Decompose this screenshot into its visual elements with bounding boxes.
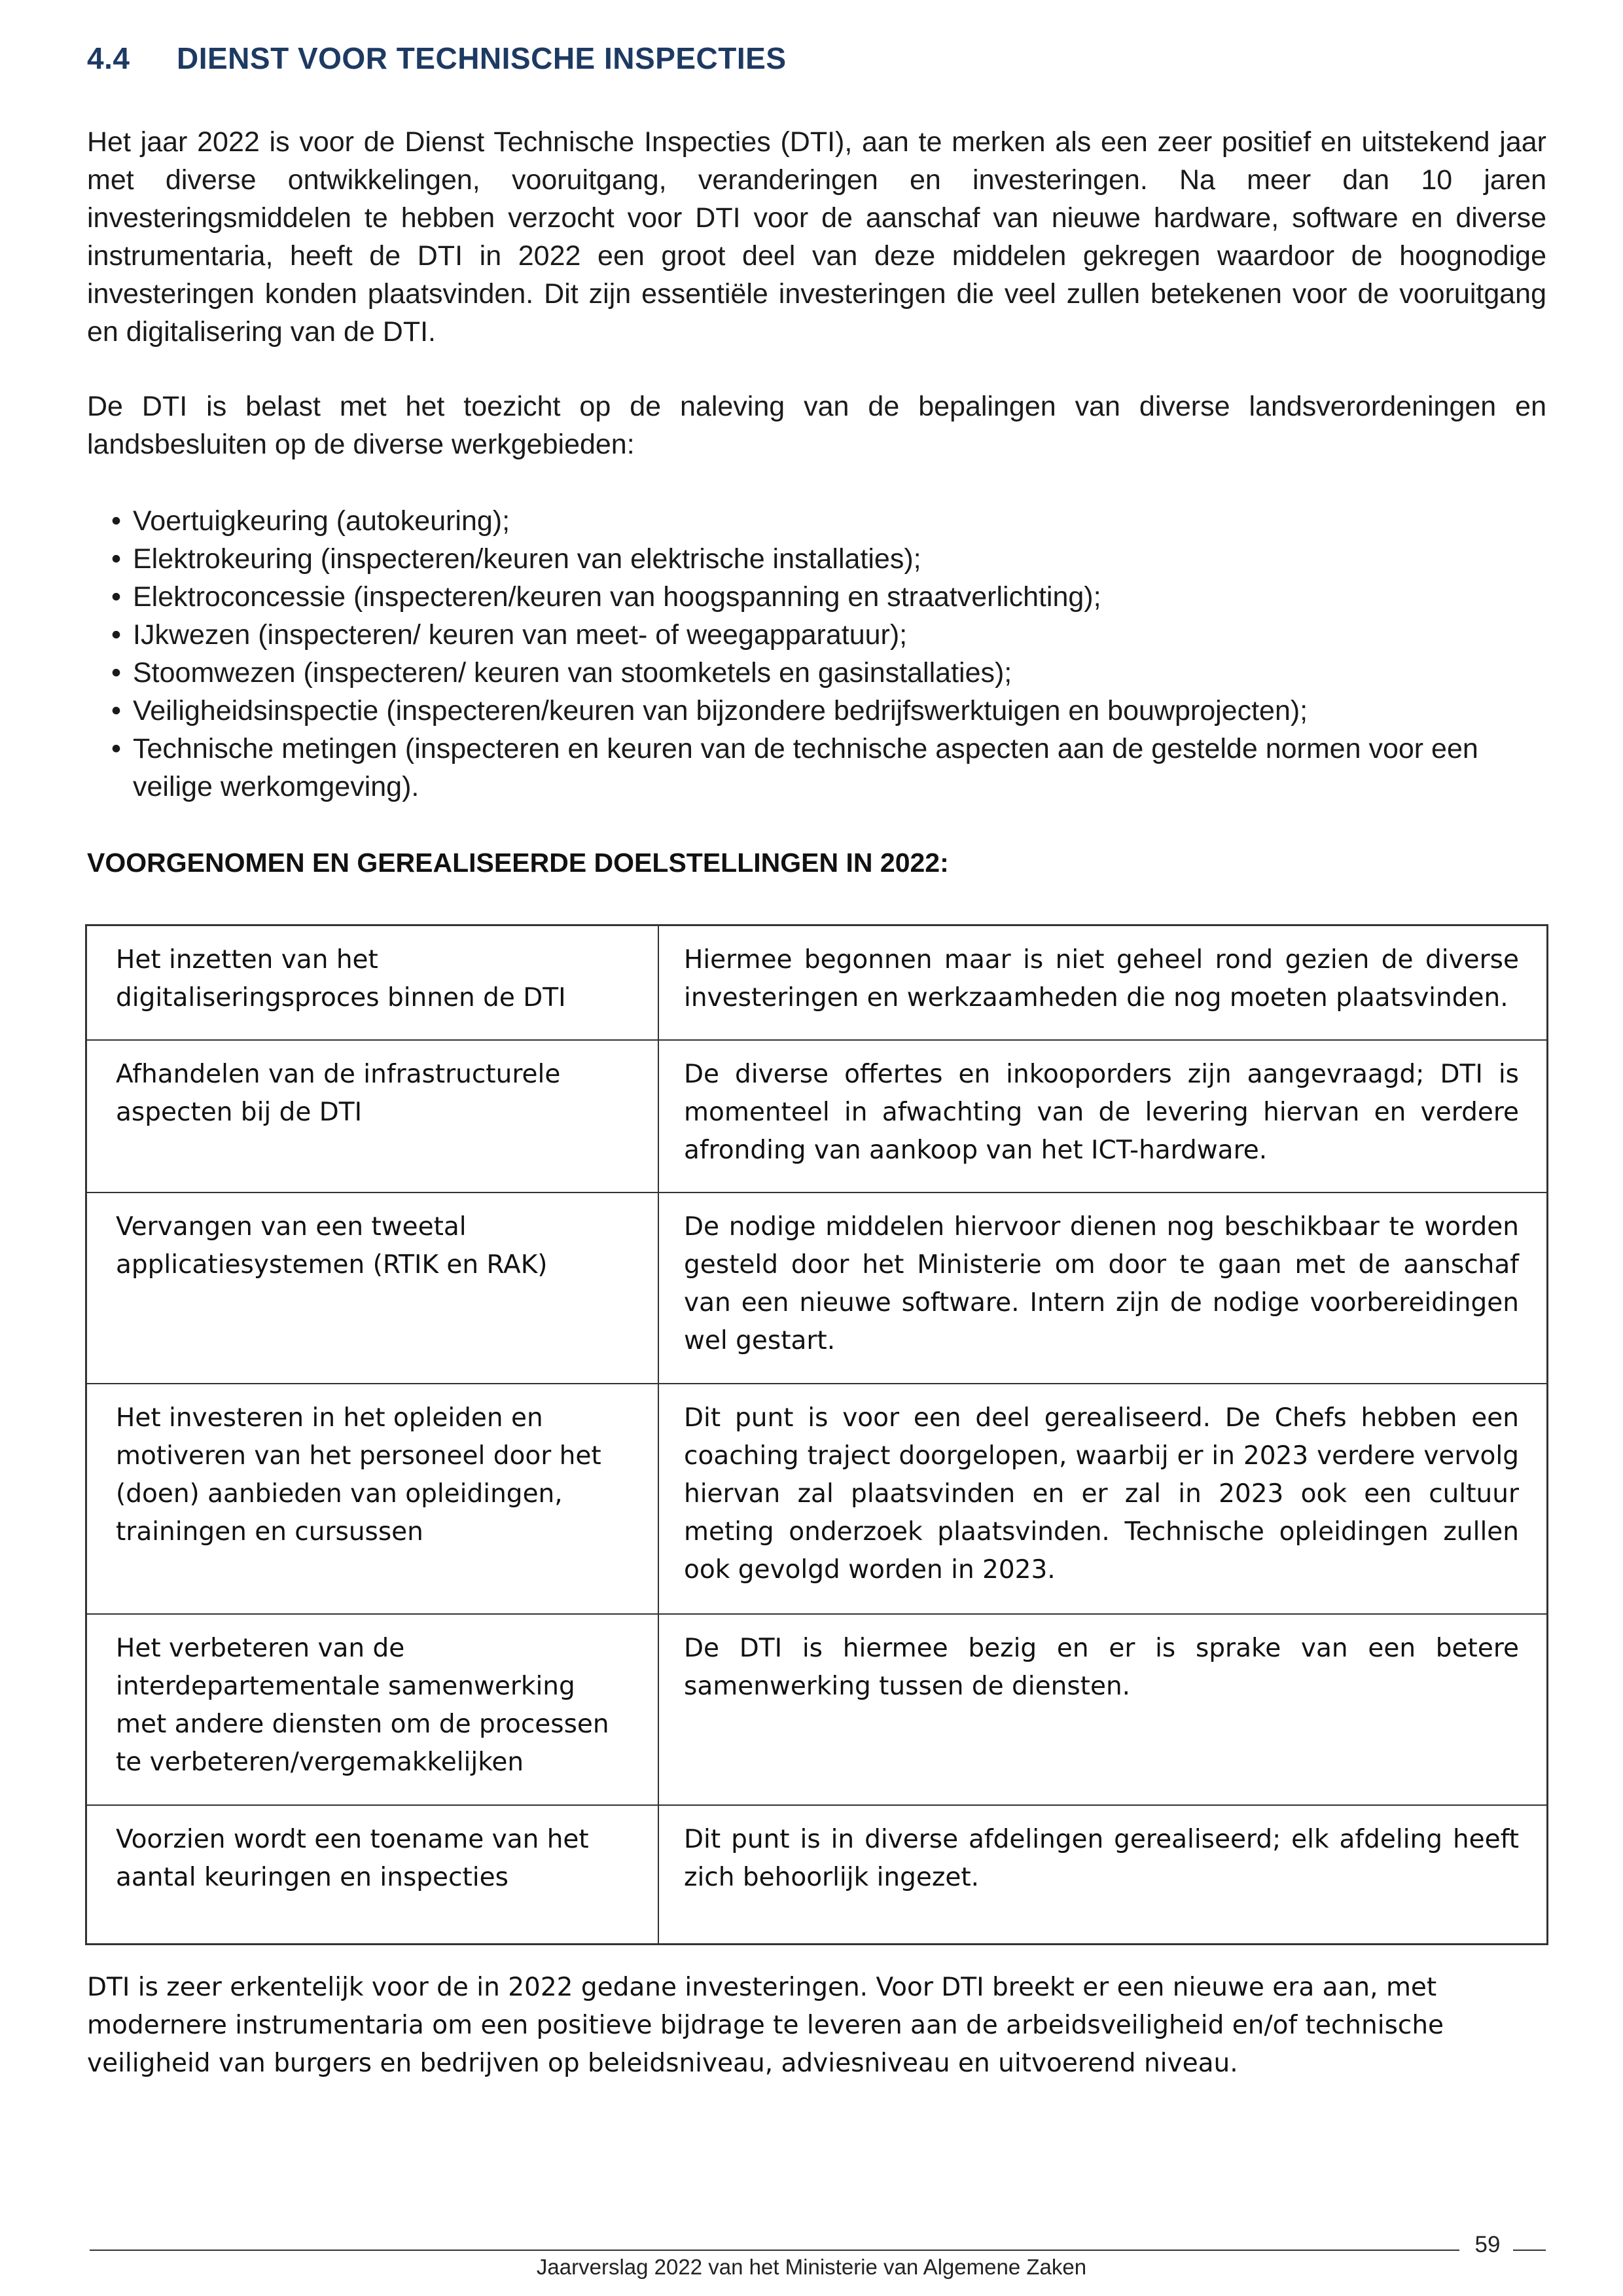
list-item: • Stoomwezen (inspecteren/ keuren van stoomketels en gasinstallaties); <box>111 654 1551 692</box>
goal-cell: Het investeren in het opleiden en motiveren van het personeel door het (doen) aanbieden van opleidingen, trainingen en cursussen <box>86 1384 659 1614</box>
section-heading <box>87 41 787 76</box>
list-item: • IJkwezen (inspecteren/ keuren van meet- of weegapparatuur); <box>111 616 1551 654</box>
bullet-icon: • <box>111 733 122 764</box>
status-cell: Dit punt is in diverse afdelingen gerealiseerd; elk afdeling heeft zich behoorlijk ingezet. <box>658 1805 1548 1945</box>
closing-paragraph: DTI is zeer erkentelijk voor de in 2022 gedane investeringen. Voor DTI breekt er een nieuwe era aan, met modernere instrumentaria om een positieve bijdrage te leveren aan de arbeidsveiligheid en/of technische veiligheid van burgers en bedrijven op beleidsniveau, adviesniveau en uitvoerend niveau. <box>87 1973 1444 2078</box>
intro-paragraph: Het jaar 2022 is voor de Dienst Technische Inspecties (DTI), aan te merken als een zeer positief en uitstekend jaar met diverse ontwikkelingen, vooruitgang, veranderingen en investeringen. Na meer dan 10 jaren investeringsmiddelen te hebben verzocht voor DTI voor de aanschaf van nieuwe hardware, software en diverse instrumentaria, heeft de DTI in 2022 een groot deel van deze middelen gekregen waardoor de hoognodige investeringen konden plaatsvinden. Dit zijn essentiële investeringen die veel zullen betekenen voor de vooruitgang en digitalisering van de DTI. <box>87 126 1546 348</box>
status-cell: Dit punt is voor een deel gerealiseerd. De Chefs hebben een coaching traject doorgelopen, waarbij er in 2023 verdere vervolg hiervan zal plaatsvinden en er zal in 2023 ook een cultuur meting onderzoek plaatsvinden. Technische opleidingen zullen ook gevolgd worden in 2023. <box>658 1384 1548 1614</box>
bullet-icon: • <box>111 657 122 689</box>
goals-heading: VOORGENOMEN EN GEREALISEERDE DOELSTELLINGEN IN 2022: <box>87 848 949 878</box>
status-cell: De DTI is hiermee bezig en er is sprake van een betere samenwerking tussen de diensten. <box>658 1614 1548 1805</box>
footer-publication: Jaarverslag 2022 van het Ministerie van Algemene Zaken <box>536 2255 1087 2279</box>
list-item: • Voertuigkeuring (autokeuring); <box>111 502 1551 540</box>
table-row <box>86 1384 1548 1614</box>
table-row <box>86 1614 1548 1805</box>
bullet-icon: • <box>111 543 122 575</box>
section-title: DIENST VOOR TECHNISCHE INSPECTIES <box>177 41 787 75</box>
goal-cell: Het verbeteren van de interdepartementale samenwerking met andere diensten om de processen te verbeteren/vergemakkelijken <box>86 1614 659 1805</box>
table-row <box>86 1805 1548 1945</box>
goals-table <box>85 924 1548 1945</box>
table-row <box>86 925 1548 1040</box>
status-cell: Hiermee begonnen maar is niet geheel rond gezien de diverse investeringen en werkzaamheden die nog moeten plaatsvinden. <box>658 925 1548 1040</box>
footer-divider-end <box>1513 2250 1546 2251</box>
goal-cell: Afhandelen van de infrastructurele aspecten bij de DTI <box>86 1040 659 1193</box>
goal-cell: Voorzien wordt een toename van het aantal keuringen en inspecties <box>86 1805 659 1945</box>
work-areas-list <box>111 502 1551 806</box>
table-row <box>86 1193 1548 1384</box>
footer-divider <box>90 2250 1459 2251</box>
list-item: • Technische metingen (inspecteren en keuren van de technische aspecten aan de gestelde normen voor een veilige werkomgeving). <box>111 730 1551 806</box>
list-item: • Elektroconcessie (inspecteren/keuren van hoogspanning en straatverlichting); <box>111 578 1551 616</box>
status-cell: De diverse offertes en inkooporders zijn aangevraagd; DTI is momenteel in afwachting van de levering hiervan en verdere afronding van aankoop van het ICT-hardware. <box>658 1040 1548 1193</box>
section-number: 4.4 <box>87 41 130 75</box>
page-number: 59 <box>1474 2232 1501 2257</box>
status-cell: De nodige middelen hiervoor dienen nog beschikbaar te worden gesteld door het Ministerie om door te gaan met de aanschaf van een nieuwe software. Intern zijn de nodige voorbereidingen wel gestart. <box>658 1193 1548 1384</box>
scope-paragraph: De DTI is belast met het toezicht op de naleving van de bepalingen van diverse landsverordeningen en landsbesluiten op de diverse werkgebieden: <box>87 391 1546 460</box>
list-item: • Elektrokeuring (inspecteren/keuren van elektrische installaties); <box>111 540 1551 578</box>
bullet-icon: • <box>111 695 122 726</box>
bullet-icon: • <box>111 619 122 651</box>
table-row <box>86 1040 1548 1193</box>
goal-cell: Vervangen van een tweetal applicatiesystemen (RTIK en RAK) <box>86 1193 659 1384</box>
goal-cell: Het inzetten van het digitaliseringsproces binnen de DTI <box>86 925 659 1040</box>
list-item: • Veiligheidsinspectie (inspecteren/keuren van bijzondere bedrijfswerktuigen en bouwprojecten); <box>111 692 1551 730</box>
bullet-icon: • <box>111 505 122 537</box>
bullet-icon: • <box>111 581 122 613</box>
